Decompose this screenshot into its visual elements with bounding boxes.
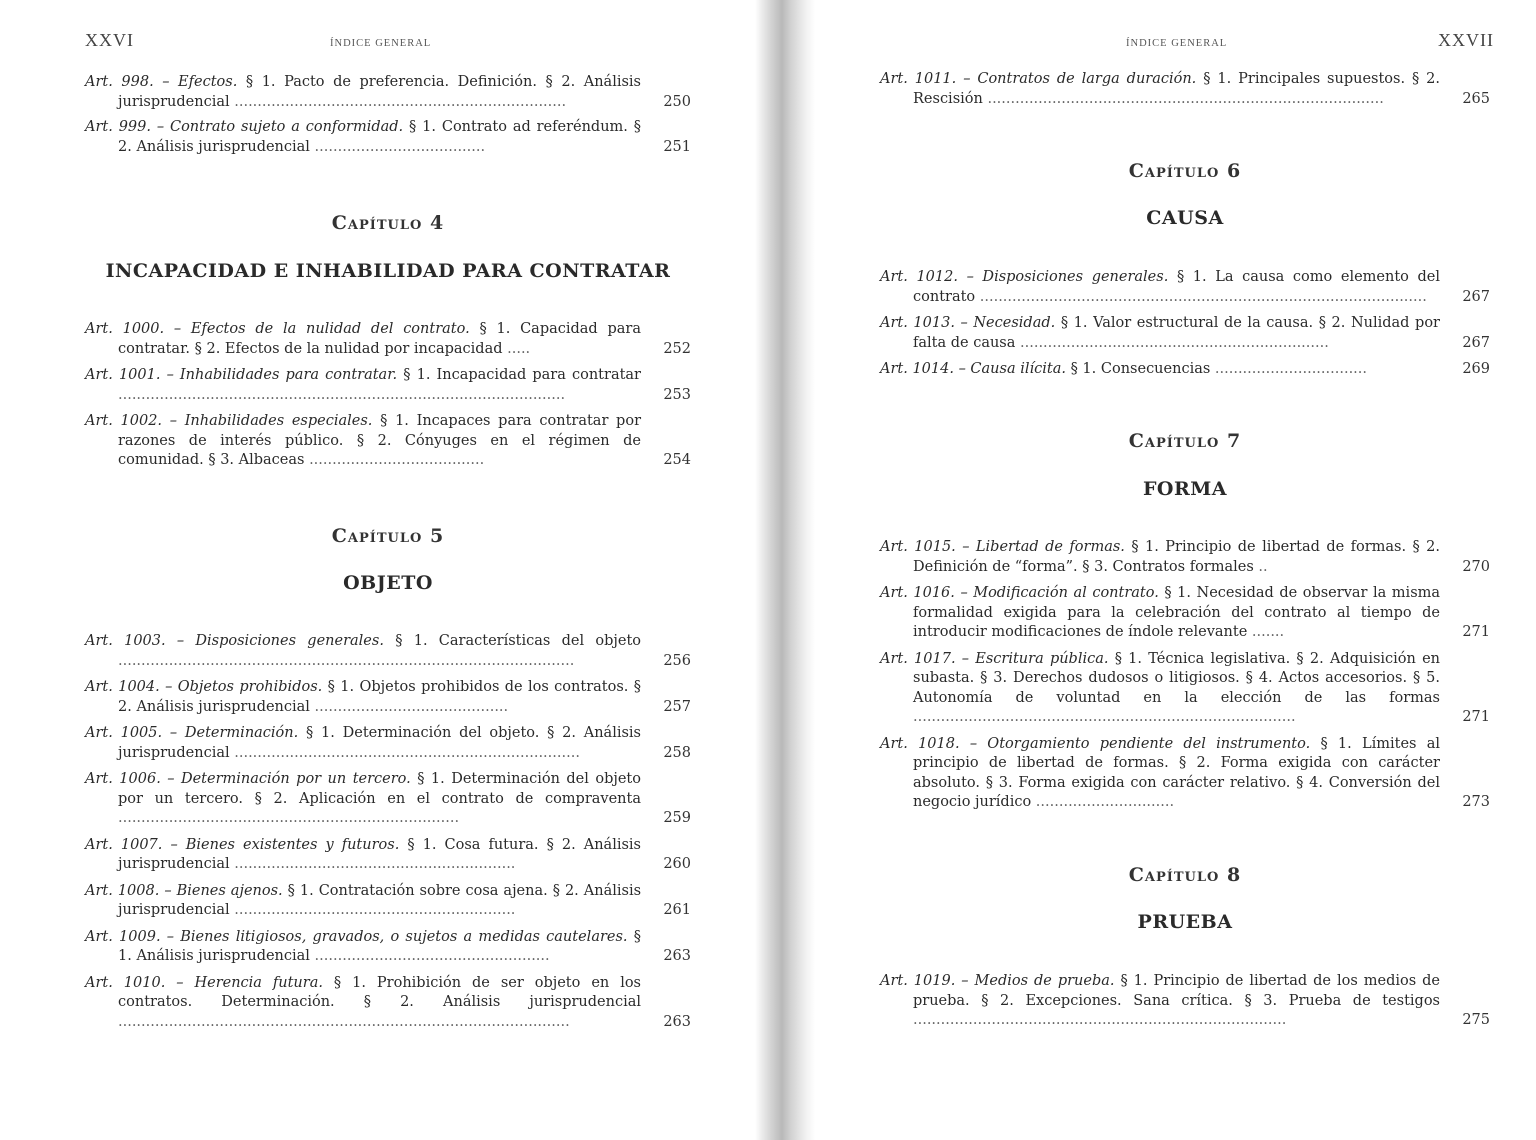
toc-entry: Art. 999. – Contrato sujeto a conformidad. § 1. Contrato ad referéndum. § 2. Análisis jurisprudencial ..................................... 251 bbox=[85, 118, 691, 157]
right-page-number: XXVII bbox=[1438, 30, 1494, 50]
left-top-entries bbox=[85, 73, 691, 157]
toc-entry: Art. 1008. – Bienes ajenos. § 1. Contratación sobre cosa ajena. § 2. Análisis jurisprudencial ............................................................. 261 bbox=[85, 882, 691, 921]
chapter-7-entries bbox=[880, 538, 1490, 813]
entry-page-number: 252 bbox=[663, 340, 691, 357]
toc-entry: Art. 1004. – Objetos prohibidos. § 1. Objetos prohibidos de los contratos. § 2. Análisis jurisprudencial .......................................... 257 bbox=[85, 678, 691, 717]
chapter-8-entries bbox=[880, 972, 1490, 1031]
toc-entry: Art. 1013. – Necesidad. § 1. Valor estructural de la causa. § 2. Nulidad por falta de causa ................................................................... 267 bbox=[880, 314, 1490, 353]
right-top-entries bbox=[880, 70, 1490, 109]
entry-page-number: 263 bbox=[663, 948, 691, 964]
entry-page-number: 257 bbox=[663, 698, 691, 715]
entry-page-number: 270 bbox=[1462, 558, 1490, 575]
toc-entry: Art. 1007. – Bienes existentes y futuros. § 1. Cosa futura. § 2. Análisis jurisprudencial ............................................................. 260 bbox=[85, 836, 691, 875]
entry-page-number: 271 bbox=[1462, 709, 1490, 725]
toc-entry: Art. 1000. – Efectos de la nulidad del contrato. § 1. Capacidad para contratar. § 2. Efectos de la nulidad por incapacidad ..... 252 bbox=[85, 320, 691, 359]
toc-entry: Art. 1012. – Disposiciones generales. § 1. La causa como elemento del contrato ................................................................................................. 267 bbox=[880, 268, 1490, 307]
entry-page-number: 251 bbox=[663, 138, 691, 155]
entry-page-number: 260 bbox=[663, 856, 691, 872]
left-running-title: ÍNDICE GENERAL bbox=[330, 38, 432, 49]
entry-page-number: 254 bbox=[663, 452, 691, 468]
entry-page-number: 269 bbox=[1462, 361, 1490, 377]
entry-page-number: 263 bbox=[663, 1013, 691, 1030]
chapter-4-title: INCAPACIDAD E INHABILIDAD PARA CONTRATAR bbox=[105, 260, 671, 282]
toc-entry: Art. 1011. – Contratos de larga duración. § 1. Principales supuestos. § 2. Rescisión ...................................................................................... 265 bbox=[880, 70, 1490, 109]
entry-page-number: 273 bbox=[1462, 794, 1490, 810]
toc-entry: Art. 1009. – Bienes litigiosos, gravados, o sujetos a medidas cautelares. § 1. Análisis jurisprudencial ................................................... 263 bbox=[85, 928, 691, 967]
toc-entry: Art. 1017. – Escritura pública. § 1. Técnica legislativa. § 2. Adquisición en subasta. § 3. Derechos dudosos o litigiosos. § 4. Actos accesorios. § 5. Autonomía de voluntad en la elección de las formas ................................................................................... 271 bbox=[880, 650, 1490, 728]
chapter-7-title: FORMA bbox=[1142, 478, 1228, 500]
entry-page-number: 275 bbox=[1462, 1012, 1490, 1028]
chapter-4-entries bbox=[85, 320, 691, 471]
toc-entry: Art. 1002. – Inhabilidades especiales. § 1. Incapaces para contratar por razones de interés público. § 2. Cónyuges en el régimen de comunidad. § 3. Albaceas ...................................... 254 bbox=[85, 412, 691, 471]
entry-page-number: 256 bbox=[663, 652, 691, 669]
entry-page-number: 250 bbox=[663, 93, 691, 110]
toc-entry: Art. 1018. – Otorgamiento pendiente del instrumento. § 1. Límites al principio de libertad de formas. § 2. Forma exigida con carácter absoluto. § 3. Forma exigida con carácter relativo. § 4. Conversión del negocio jurídico .............................. 273 bbox=[880, 735, 1490, 813]
chapter-6-entries bbox=[880, 268, 1490, 380]
toc-entry: Art. 1001. – Inhabilidades para contratar. § 1. Incapacidad para contratar ................................................................................................. 253 bbox=[85, 366, 691, 405]
chapter-4-label: Capítulo 4 bbox=[331, 212, 445, 234]
left-page-number: XXVI bbox=[85, 30, 134, 50]
toc-entry: Art. 1016. – Modificación al contrato. § 1. Necesidad de observar la misma formalidad exigida para la celebración del contrato al tiempo de introducir modificaciones de índole relevante ....... 271 bbox=[880, 584, 1490, 643]
toc-entry: Art. 1006. – Determinación por un tercero. § 1. Determinación del objeto por un tercero. § 2. Aplicación en el contrato de compraventa .......................................................................... 259 bbox=[85, 770, 691, 829]
book-gutter-shadow bbox=[755, 0, 815, 1140]
chapter-5-title: OBJETO bbox=[343, 572, 433, 594]
entry-page-number: 253 bbox=[663, 386, 691, 403]
toc-entry: Art. 1019. – Medios de prueba. § 1. Principio de libertad de los medios de prueba. § 2. Excepciones. Sana crítica. § 3. Prueba de testigos ................................................................................. 275 bbox=[880, 972, 1490, 1031]
toc-entry: Art. 1003. – Disposiciones generales. § 1. Características del objeto ................................................................................................... 256 bbox=[85, 632, 691, 671]
entry-page-number: 261 bbox=[663, 902, 691, 918]
entry-page-number: 267 bbox=[1462, 334, 1490, 351]
chapter-5-entries bbox=[85, 632, 691, 1032]
entry-page-number: 258 bbox=[663, 744, 691, 761]
chapter-8-title: PRUEBA bbox=[1137, 911, 1233, 933]
toc-entry: Art. 998. – Efectos. § 1. Pacto de preferencia. Definición. § 2. Análisis jurisprudencial ........................................................................ 250 bbox=[85, 73, 691, 112]
chapter-5-label: Capítulo 5 bbox=[331, 525, 445, 547]
right-running-title: ÍNDICE GENERAL bbox=[1126, 38, 1228, 49]
toc-entry: Art. 1005. – Determinación. § 1. Determinación del objeto. § 2. Análisis jurisprudencial ........................................................................... 258 bbox=[85, 724, 691, 763]
toc-entry: Art. 1015. – Libertad de formas. § 1. Principio de libertad de formas. § 2. Definición de “forma”. § 3. Contratos formales .. 270 bbox=[880, 538, 1490, 577]
toc-entry: Art. 1010. – Herencia futura. § 1. Prohibición de ser objeto en los contratos. Determinación. § 2. Análisis jurisprudencial .................................................................................................. 263 bbox=[85, 974, 691, 1033]
chapter-8-label: Capítulo 8 bbox=[1128, 864, 1242, 886]
entry-page-number: 271 bbox=[1462, 624, 1490, 640]
chapter-7-label: Capítulo 7 bbox=[1128, 430, 1242, 452]
chapter-6-label: Capítulo 6 bbox=[1128, 160, 1242, 182]
chapter-6-title: CAUSA bbox=[1146, 207, 1224, 229]
entry-page-number: 265 bbox=[1462, 90, 1490, 107]
toc-entry: Art. 1014. – Causa ilícita. § 1. Consecuencias ................................. 269 bbox=[880, 360, 1490, 380]
entry-page-number: 259 bbox=[663, 810, 691, 826]
entry-page-number: 267 bbox=[1462, 288, 1490, 305]
